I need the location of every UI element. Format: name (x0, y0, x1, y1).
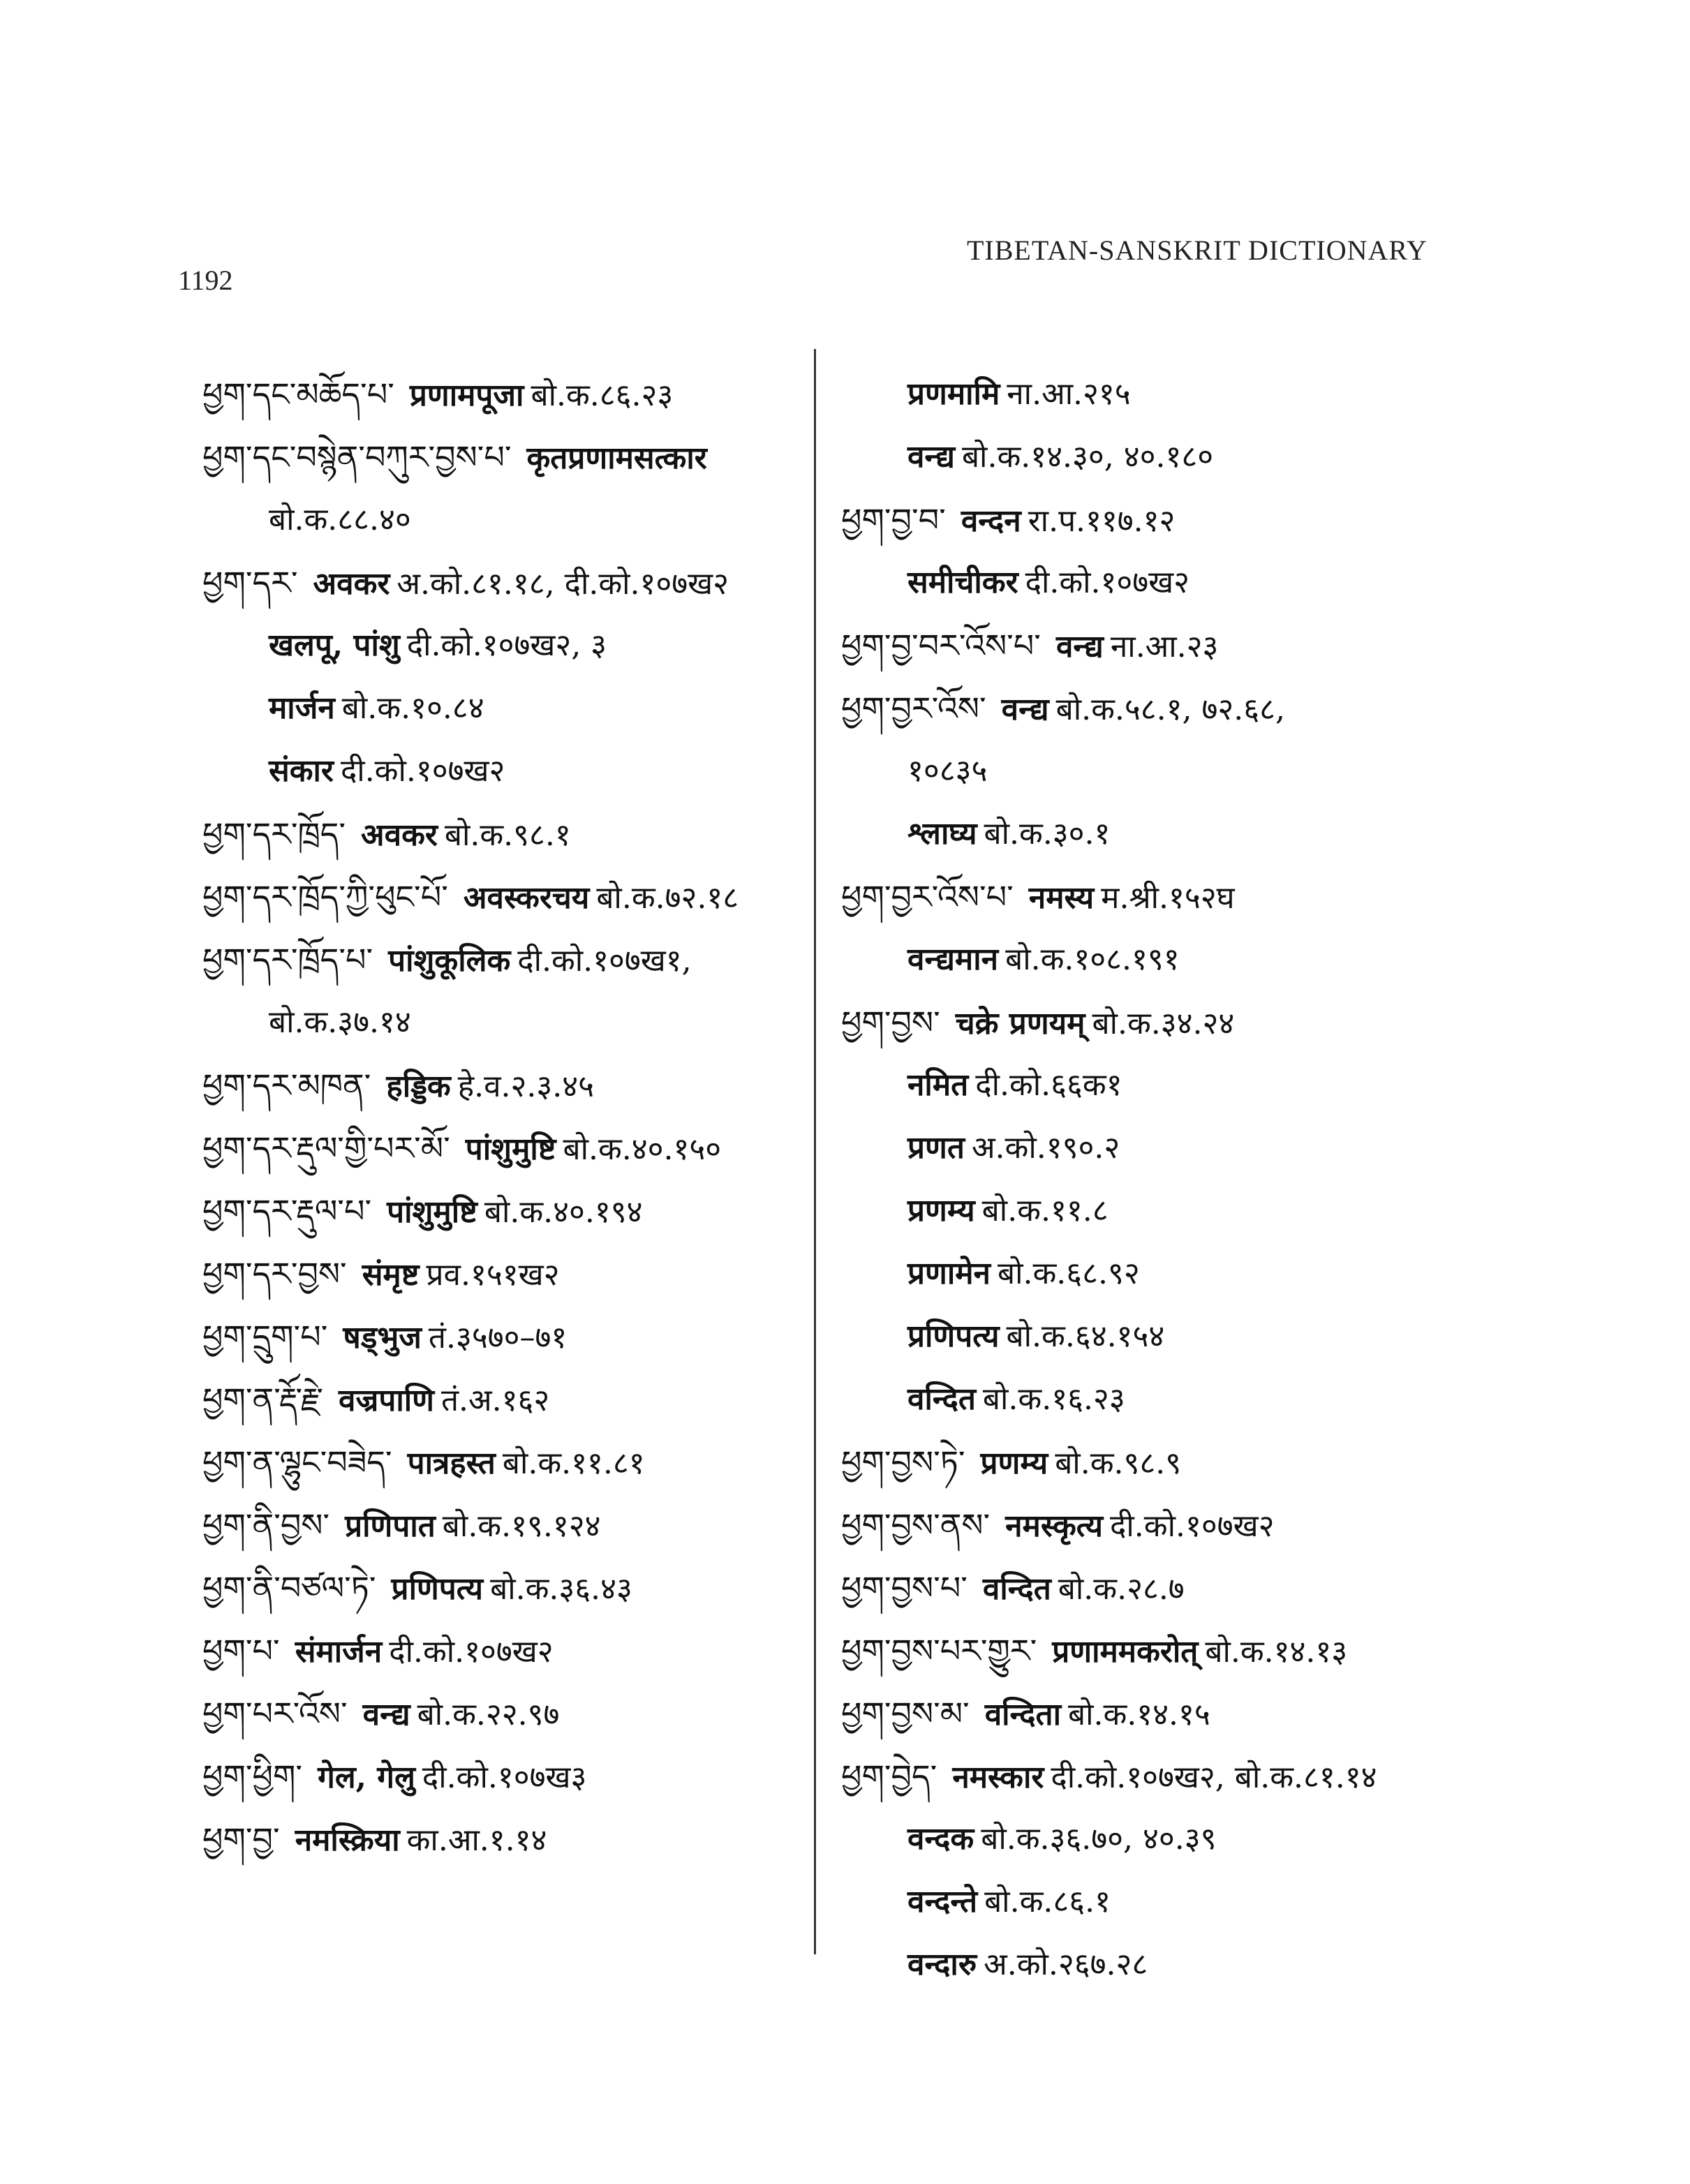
tibetan-headword: ཕྱག་དར་ཁྲོད་ཀྱི་ཕུང་པོ་ (202, 878, 448, 916)
sanskrit-equivalent: नमित (907, 1067, 969, 1103)
source-reference: ना.आ.२१५ (1007, 376, 1131, 412)
source-reference: तं.३५७०–७१ (428, 1320, 568, 1355)
dictionary-entry (202, 363, 810, 426)
dictionary-entry (841, 677, 1679, 740)
entry-continuation (841, 1242, 1679, 1305)
tibetan-headword: ཕྱག་པ་ (202, 1632, 280, 1670)
source-reference: बो.क.८८.४० (269, 502, 411, 537)
dictionary-entry (202, 1682, 810, 1745)
entry-continuation (202, 614, 810, 677)
running-head: TIBETAN-SANSKRIT DICTIONARY (967, 235, 1428, 266)
sanskrit-equivalent: गेल, गेलु (318, 1760, 415, 1795)
tibetan-headword: ཕྱག་བྱས་པར་གྱུར་ (841, 1632, 1037, 1670)
sanskrit-equivalent: चक्रे प्रणयम् (955, 1006, 1085, 1041)
sanskrit-equivalent: श्लाघ्य (907, 816, 977, 852)
tibetan-headword: ཕྱག་དར་རྡུལ་པ་ (202, 1192, 372, 1230)
dictionary-entry (202, 1305, 810, 1368)
sanskrit-equivalent: प्रणत (907, 1130, 965, 1166)
tibetan-headword: ཕྱག་དར་རྡུལ་གྱི་པར་མོ་ (202, 1129, 450, 1167)
source-reference: दी.को.१०७ख२, बो.क.८१.१४ (1051, 1760, 1377, 1795)
dictionary-entry (841, 1557, 1679, 1619)
dictionary-entry (202, 928, 810, 991)
tibetan-headword: ཕྱག་ན་ལྷུང་བཟེད་ (202, 1443, 392, 1481)
dictionary-entry (202, 1180, 810, 1242)
sanskrit-equivalent: वन्दिता (984, 1697, 1061, 1732)
entry-continuation (202, 991, 810, 1054)
source-reference: बो.क.७२.१८ (596, 880, 739, 916)
sanskrit-equivalent: नमस्कार (952, 1760, 1044, 1795)
source-reference: १०८३५ (907, 753, 988, 789)
entry-continuation (841, 1368, 1679, 1431)
dictionary-entry (202, 1745, 810, 1808)
sanskrit-equivalent: संमार्जन (295, 1634, 383, 1670)
dictionary-entry (841, 1494, 1679, 1557)
source-reference: बो.क.१०.८४ (341, 690, 484, 726)
dictionary-entry (202, 1494, 810, 1557)
sanskrit-equivalent: खलपू, पांशु (269, 627, 400, 663)
dictionary-entry (202, 1808, 810, 1871)
sanskrit-equivalent: प्रणम्य (980, 1446, 1048, 1481)
dictionary-entry (841, 1619, 1679, 1682)
sanskrit-equivalent: समीचीकर (907, 565, 1018, 600)
entry-continuation (841, 363, 1679, 426)
source-reference: तं.अ.१६२ (440, 1383, 550, 1418)
sanskrit-equivalent: प्रणाममकरोत् (1052, 1634, 1199, 1670)
entry-continuation (202, 740, 810, 803)
source-reference: का.आ.१.१४ (406, 1822, 547, 1858)
source-reference: बो.क.३६.७०, ४०.३९ (981, 1821, 1217, 1857)
entry-continuation (841, 1808, 1679, 1871)
source-reference: बो.क.४०.१९४ (484, 1194, 643, 1230)
sanskrit-equivalent: पांशुमुष्टि (387, 1194, 477, 1230)
sanskrit-equivalent: प्रणामपूजा (409, 378, 524, 413)
tibetan-headword: ཕྱག་དྲུག་པ་ (202, 1318, 328, 1355)
tibetan-headword: ཕྱག་དར་མཁན་ (202, 1067, 371, 1104)
entry-continuation (841, 1054, 1679, 1117)
dictionary-entry (202, 803, 810, 866)
entry-continuation (841, 426, 1679, 489)
tibetan-headword: ཕྱག་བྱས་མ་ (841, 1695, 970, 1732)
source-reference: दी.को.१०७ख१, (517, 943, 692, 979)
sanskrit-equivalent: वज्रपाणि (339, 1383, 434, 1418)
tibetan-headword: ཕྱག་བྱས་ཏེ་ (841, 1443, 965, 1481)
entry-continuation (841, 1180, 1679, 1242)
sanskrit-equivalent: प्रणामेन (907, 1256, 991, 1291)
sanskrit-equivalent: अवकर (360, 817, 438, 853)
dictionary-entry (841, 1745, 1679, 1808)
tibetan-headword: ཕྱག་བྱ་བ་ (841, 501, 946, 539)
sanskrit-equivalent: नमस्य (1028, 880, 1095, 916)
source-reference: बो.क.९८.९ (1055, 1446, 1182, 1481)
sanskrit-equivalent: हड्डिक (386, 1069, 451, 1104)
tibetan-headword: ཕྱག་ནི་བཙལ་ཏེ་ (202, 1569, 376, 1607)
source-reference: बो.क.१०८.१९१ (1005, 942, 1180, 977)
sanskrit-equivalent: वन्दन्ते (907, 1884, 978, 1919)
dictionary-entry (841, 866, 1679, 928)
dictionary-entry (202, 866, 810, 928)
source-reference: बो.क.३६.४३ (490, 1571, 632, 1607)
tibetan-headword: ཕྱག་བྱ་བར་འོས་པ་ (841, 627, 1041, 664)
source-reference: बो.क.१९.१२४ (442, 1508, 601, 1544)
source-reference: बो.क.११.८१ (502, 1446, 645, 1481)
dictionary-entry (202, 1619, 810, 1682)
tibetan-headword: ཕྱག་བྱ་ (202, 1820, 280, 1858)
tibetan-headword: ཕྱག་བྱས་ནས་ (841, 1506, 991, 1544)
sanskrit-equivalent: वन्द्य (907, 439, 955, 475)
sanskrit-equivalent: प्रणिपत्य (391, 1571, 484, 1607)
source-reference: म.श्री.१५२घ (1101, 880, 1235, 916)
source-reference: बो.क.११.८ (981, 1193, 1109, 1228)
tibetan-headword: ཕྱག་ཕྱིག་ (202, 1758, 303, 1795)
sanskrit-equivalent: अवस्करचय (463, 880, 590, 916)
source-reference: प्रव.१५१ख२ (426, 1257, 560, 1293)
entry-continuation (841, 803, 1679, 866)
sanskrit-equivalent: मार्जन (269, 690, 335, 726)
source-reference: बो.क.३४.२४ (1092, 1006, 1235, 1041)
tibetan-headword: ཕྱག་བྱར་འོས་ (841, 690, 986, 727)
source-reference: दी.को.१०७ख२ (1025, 565, 1190, 600)
tibetan-headword: ཕྱག་དར་ཁྲོད་པ་ (202, 941, 373, 979)
source-reference: दी.को.१०७ख२ (389, 1634, 554, 1670)
sanskrit-equivalent: प्रणिपात (345, 1508, 436, 1544)
source-reference: बो.क.१४.१५ (1067, 1697, 1210, 1732)
tibetan-headword: ཕྱག་དང་བསྙེན་བཀུར་བྱས་པ་ (202, 438, 512, 476)
source-reference: रा.प.११७.१२ (1028, 503, 1176, 539)
dictionary-entry (202, 1242, 810, 1305)
sanskrit-equivalent: पात्रहस्त (407, 1446, 496, 1481)
sanskrit-equivalent: वन्द्य (362, 1697, 410, 1732)
dictionary-entry (841, 1431, 1679, 1494)
source-reference: बो.क.३०.१ (984, 816, 1111, 852)
tibetan-headword: ཕྱག་བྱེད་ (841, 1758, 937, 1795)
dictionary-entry (202, 1557, 810, 1619)
sanskrit-equivalent: नमस्कृत्य (1005, 1508, 1104, 1544)
sanskrit-equivalent: षड्भुज (343, 1320, 422, 1355)
source-reference: बो.क.६४.१५४ (1006, 1318, 1165, 1354)
sanskrit-equivalent: संमृष्ट (362, 1257, 420, 1293)
dictionary-entry (841, 991, 1679, 1054)
source-reference: अ.को.१९०.२ (971, 1130, 1120, 1166)
entry-continuation (841, 1933, 1679, 1996)
sanskrit-equivalent: वन्दारु (907, 1947, 977, 1982)
sanskrit-equivalent: संकार (269, 753, 334, 789)
tibetan-headword: ཕྱག་པར་འོས་ (202, 1695, 348, 1732)
source-reference: दी.को.१०७ख२ (340, 753, 505, 789)
sanskrit-equivalent: प्रणम्य (907, 1193, 975, 1228)
entry-continuation (202, 677, 810, 740)
source-reference: बो.क.३७.१४ (269, 1004, 411, 1040)
source-reference: हे.व.२.३.४५ (457, 1069, 595, 1104)
dictionary-entry (202, 1431, 810, 1494)
entry-continuation (841, 740, 1679, 803)
tibetan-headword: ཕྱག་དར་བྱས་ (202, 1255, 347, 1293)
source-reference: बो.क.८६.२३ (531, 378, 674, 413)
dictionary-entry (202, 1368, 810, 1431)
sanskrit-equivalent: वन्दित (907, 1381, 976, 1417)
entry-continuation (841, 1305, 1679, 1368)
source-reference: अ.को.२६७.२८ (984, 1947, 1148, 1982)
dictionary-entry (202, 1054, 810, 1117)
sanskrit-equivalent: पांशुमुष्टि (465, 1131, 556, 1167)
source-reference: बो.क.२८.७ (1058, 1571, 1185, 1607)
source-reference: दी.को.६६क१ (975, 1067, 1122, 1103)
tibetan-headword: ཕྱག་ན་རྡོ་རྗེ་ (202, 1381, 324, 1418)
dictionary-entry (841, 614, 1679, 677)
column-divider (814, 349, 816, 1954)
source-reference: बो.क.१४.१३ (1205, 1634, 1348, 1670)
entry-continuation (841, 1871, 1679, 1933)
sanskrit-equivalent: वन्द्य (1001, 692, 1049, 727)
source-reference: बो.क.२२.९७ (417, 1697, 560, 1732)
entry-continuation (841, 928, 1679, 991)
sanskrit-equivalent: अवकर (313, 566, 390, 602)
dictionary-entry (841, 489, 1679, 551)
left-column (202, 363, 810, 1871)
source-reference: बो.क.१४.३०, ४०.१८० (961, 439, 1214, 475)
tibetan-headword: ཕྱག་ནི་བྱས་ (202, 1506, 330, 1544)
sanskrit-equivalent: प्रणिपत्य (907, 1318, 1000, 1354)
tibetan-headword: ཕྱག་དང་མཆོད་པ་ (202, 376, 394, 413)
sanskrit-equivalent: नमस्क्रिया (295, 1822, 400, 1858)
source-reference: अ.को.८१.१८, दी.को.१०७ख२ (396, 566, 729, 602)
source-reference: बो.क.४०.१५० (563, 1131, 722, 1167)
source-reference: दी.को.१०७ख२ (1110, 1508, 1275, 1544)
source-reference: बो.क.६८.९२ (997, 1256, 1140, 1291)
dictionary-entry (202, 426, 810, 489)
dictionary-entry (841, 1682, 1679, 1745)
source-reference: ना.आ.२३ (1110, 629, 1219, 664)
source-reference: बो.क.८६.१ (984, 1884, 1111, 1919)
dictionary-entry (202, 551, 810, 614)
source-reference: बो.क.९८.१ (444, 817, 571, 853)
sanskrit-equivalent: पांशुकूलिक (388, 943, 511, 979)
source-reference: दी.को.१०७ख२, ३ (406, 627, 607, 663)
entry-continuation (841, 1117, 1679, 1180)
sanskrit-equivalent: वन्द्यमान (907, 942, 999, 977)
sanskrit-equivalent: वन्दन (961, 503, 1021, 539)
source-reference: दी.को.१०७ख३ (422, 1760, 587, 1795)
page-number: 1192 (178, 265, 233, 296)
tibetan-headword: ཕྱག་དར་ཁྲོད་ (202, 815, 346, 853)
entry-continuation (841, 551, 1679, 614)
tibetan-headword: ཕྱག་བྱས་པ་ (841, 1569, 968, 1607)
tibetan-headword: ཕྱག་བྱས་ (841, 1004, 940, 1041)
sanskrit-equivalent: कृतप्रणामसत्कार (526, 440, 707, 476)
tibetan-headword: ཕྱག་དར་ (202, 564, 298, 602)
source-reference: बो.क.१६.२३ (982, 1381, 1125, 1417)
sanskrit-equivalent: वन्दित (982, 1571, 1051, 1607)
tibetan-headword: ཕྱག་བྱར་འོས་པ་ (841, 878, 1014, 916)
source-reference: बो.क.५८.१, ७२.६८, (1055, 692, 1285, 727)
sanskrit-equivalent: वन्द्य (1055, 629, 1104, 664)
sanskrit-equivalent: वन्दक (907, 1821, 974, 1857)
right-column (841, 363, 1679, 1996)
entry-continuation (202, 489, 810, 551)
dictionary-entry (202, 1117, 810, 1180)
sanskrit-equivalent: प्रणमामि (907, 376, 1000, 412)
